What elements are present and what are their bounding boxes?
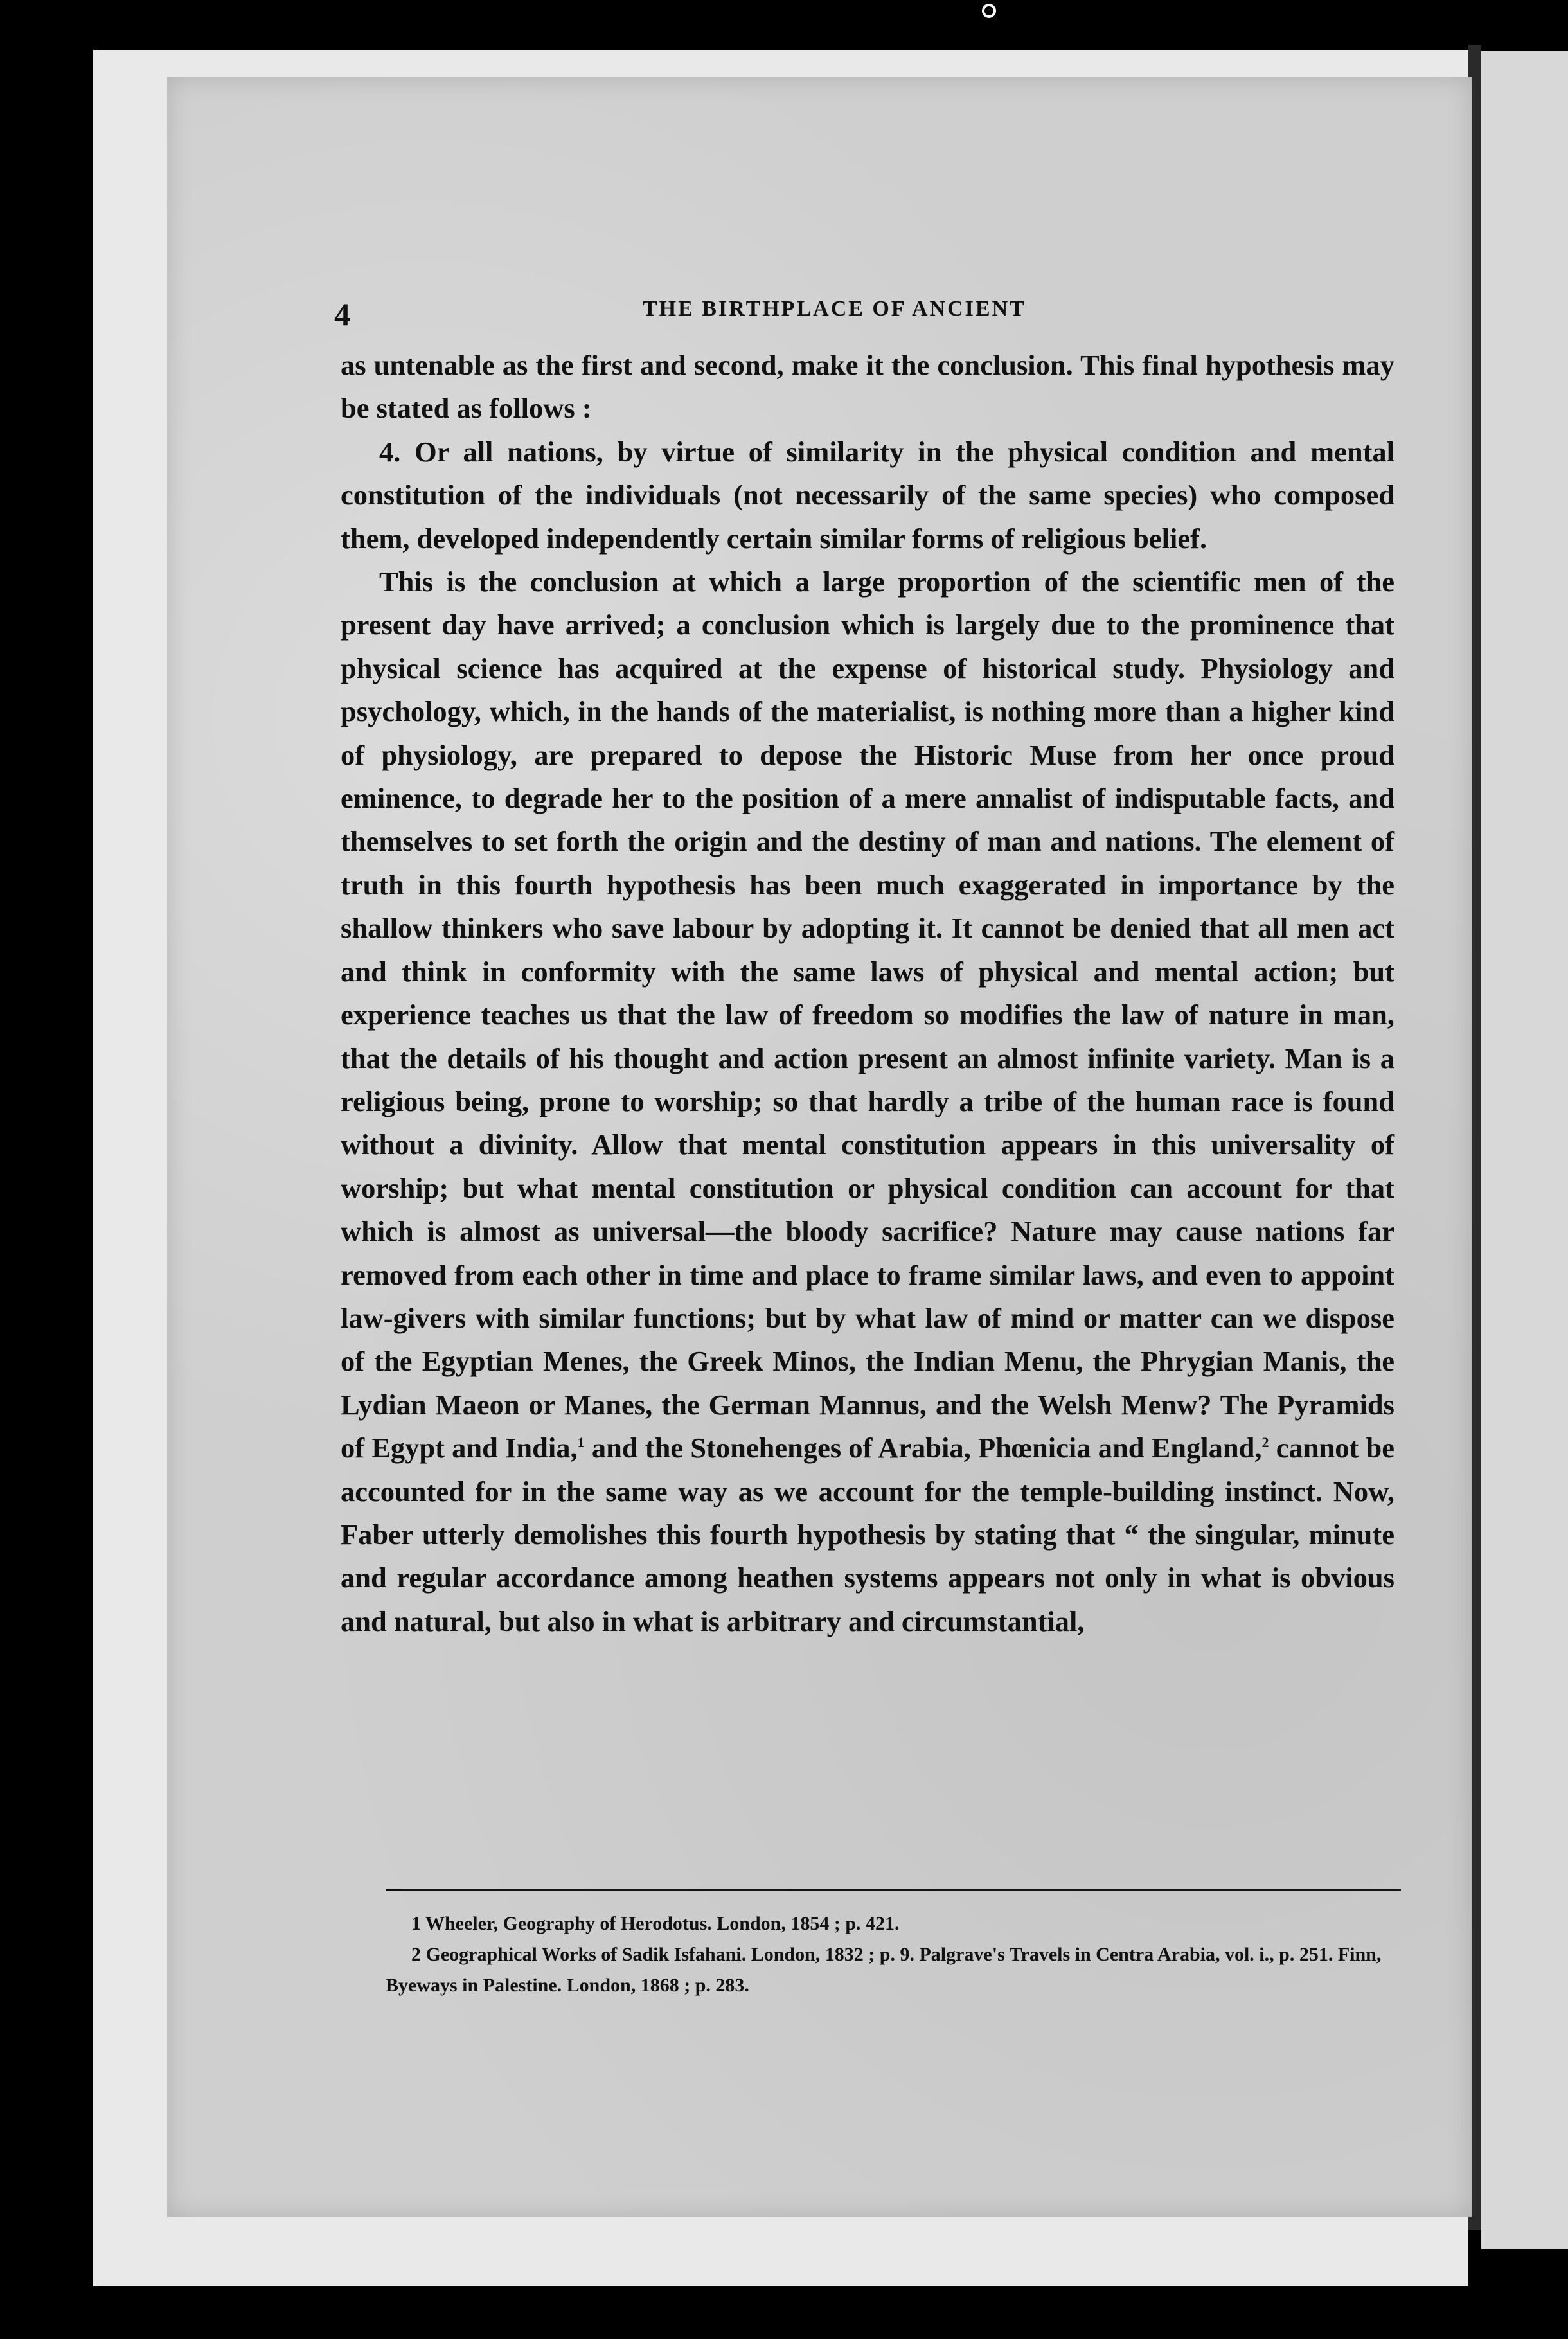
paragraph-1: as untenable as the first and second, make it the conclusion. This final hypothesis may be stated as follows : xyxy=(341,349,1394,425)
footnote-1: 1 Wheeler, Geography of Herodotus. London, 1854 ; p. 421. xyxy=(411,1913,900,1934)
body-text xyxy=(341,344,1394,1643)
next-page-edge xyxy=(1481,51,1568,2249)
footnote-ref-1: 1 xyxy=(577,1434,585,1451)
running-head: THE BIRTHPLACE OF ANCIENT xyxy=(643,297,1026,321)
footnotes xyxy=(386,1908,1407,2001)
paragraph-3-part-b: and the Stonehenges of Arabia, Phœnicia and England, xyxy=(584,1432,1262,1464)
page-header xyxy=(334,283,1401,334)
page-number: 4 xyxy=(334,296,350,332)
footnote-divider xyxy=(386,1889,1401,1891)
paragraph-2: 4. Or all nations, by virtue of similarity in the physical condition and mental constitution of the individuals (not necessarily of the same species) who composed them, developed independently certain similar forms of religious belief. xyxy=(341,435,1394,555)
paragraph-3-part-c: cannot be accounted for in the same way as we account for the temple-building instinct. Now, Faber utterly demolishes this fourth hypothesis by stating that “ the singular, minute and regular accordance among heathen systems appears not only in what is obvious and natural, but also in what is arbitrary and circumstantial, xyxy=(341,1432,1394,1637)
footnote-ref-2: 2 xyxy=(1261,1434,1269,1451)
paragraph-3-part-a: This is the conclusion at which a large proportion of the scientific men of the present day have arrived; a conclusion which is largely due to the prominence that physical science has acquired at the expense of historical study. Physiology and psychology, which, in the hands of the materialist, is nothing more than a higher kind of physiology, are prepared to depose the Historic Muse from her once proud eminence, to degrade her to the position of a mere annalist of indisputable facts, and themselves to set forth the origin and the destiny of man and nations. The element of truth in this fourth hypothesis has been much exaggerated in importance by the shallow thinkers who save labour by adopting it. It cannot be denied that all men act and think in conformity with the same laws of physical and mental action; but experience teaches us that the law of freedom so modifies the law of nature in man, that the details of his thought and action present an almost infinite variety. Man is a religious being, prone to worship; so that hardly a tribe of the human race is found without a divinity. Allow that mental constitution appears in this universality of worship; but what mental constitution or physical condition can account for that which is almost as universal—the bloody sacrifice? Nature may cause nations far removed from each other in time and place to frame similar laws, and even to appoint law-givers with similar functions; but by what law of mind or matter can we dispose of the Egyptian Menes, the Greek Minos, the Indian Menu, the Phrygian Manis, the Lydian Maeon or Manes, the German Mannus, and the Welsh Menw? The Pyramids of Egypt and India, xyxy=(341,565,1394,1464)
scan-mark xyxy=(982,4,996,18)
footnote-2: 2 Geographical Works of Sadik Isfahani. London, 1832 ; p. 9. Palgrave's Travels in Centra Arabia, vol. i., p. 251. Finn, Byeways in Palestine. London, 1868 ; p. 283. xyxy=(386,1944,1382,1996)
paragraph-3 xyxy=(341,560,1394,1643)
